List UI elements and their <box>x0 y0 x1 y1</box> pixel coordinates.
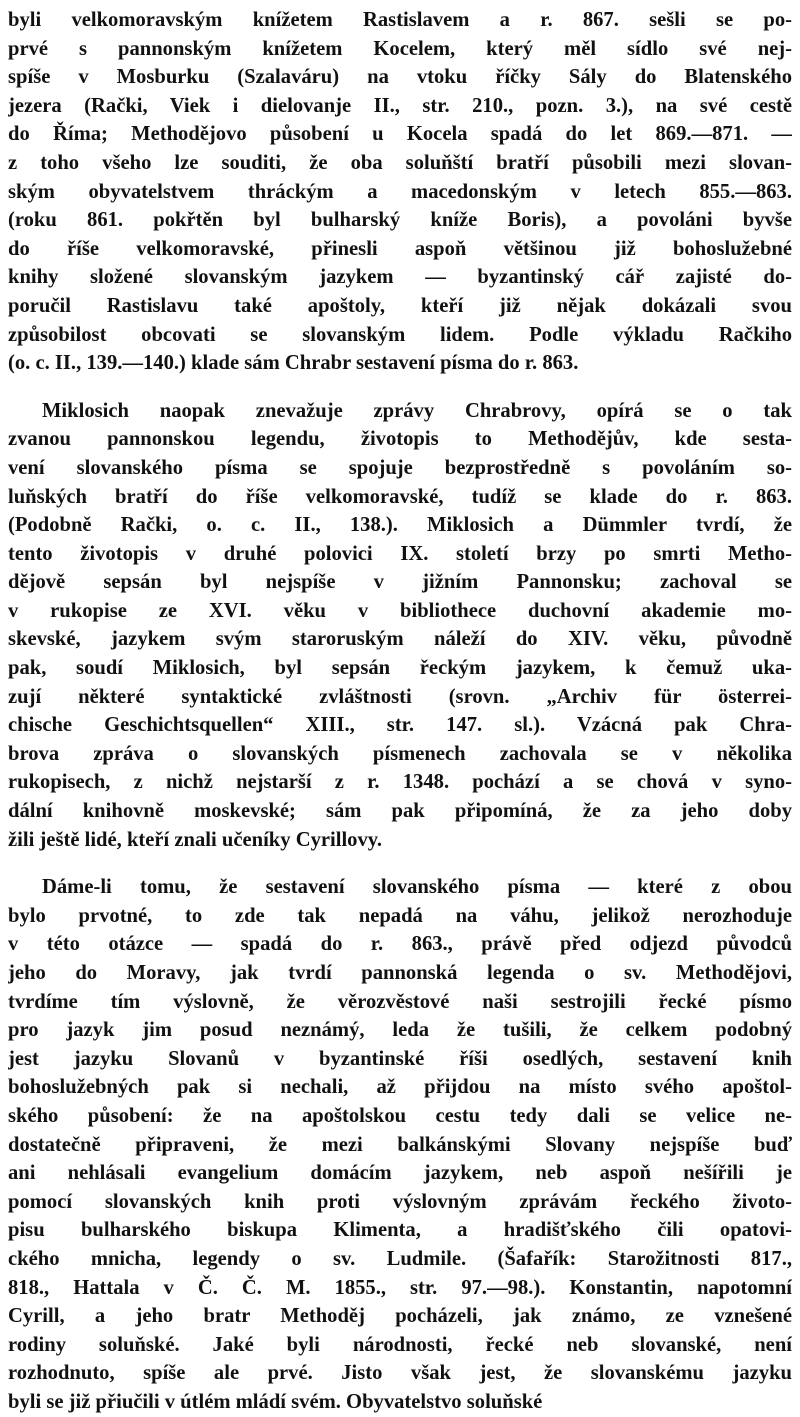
text-line: pak, soudí Miklosich, byl sepsán řeckým jazykem, k čemuž uka- <box>8 657 792 680</box>
text-line: Miklosich naopak znevažuje zprávy Chrabrovy, opírá se o tak <box>42 399 792 422</box>
text-line: jeho do Moravy, jak tvrdí pannonská legenda o sv. Methodějovi, <box>8 962 792 984</box>
paragraph-3 <box>8 873 792 1416</box>
text-line: (o. c. II., 139.—140.) klade sám Chrabr sestavení písma do r. 863. <box>8 352 579 375</box>
text-line: rodiny soluňské. Jaké byli národnosti, řecké neb slovanské, není <box>8 1333 792 1356</box>
text-line: knihy složené slovanským jazykem — byzantinský cář zajisté do- <box>8 266 792 289</box>
text-line: skevské, jazykem svým staroruským náleží do XIV. věku, původně <box>8 628 792 651</box>
text-line: Cyrill, a jeho bratr Methoděj pocházeli, jak známo, ze vznešené <box>8 1305 792 1328</box>
paragraph-2 <box>8 397 792 855</box>
text-line: prvé s pannonským knížetem Kocelem, který měl sídlo své nej- <box>8 37 792 60</box>
text-line: poručil Rastislavu také apoštoly, kteří již nějak dokázali svou <box>8 294 792 317</box>
text-line: 818., Hattala v Č. Č. M. 1855., str. 97.—98.). Konstantin, napotomní <box>8 1276 792 1299</box>
text-line: ským obyvatelstvem thráckým a macedonským v letech 855.—863. <box>8 180 792 203</box>
text-line: do říše velkomoravské, přinesli aspoň většinou již bohoslužebné <box>8 237 792 260</box>
text-line: (Podobně Rački, o. c. II., 138.). Miklosich a Dümmler tvrdí, že <box>8 514 792 537</box>
text-line: bohoslužebných pak si nechali, až přijdou na místo svého apoštol- <box>8 1076 792 1099</box>
text-line: dostatečně připraveni, že mezi balkánskými Slovany nejspíše buď <box>8 1133 792 1156</box>
text-line: pro jazyk jim posud neznámý, leda že tušili, že celkem podobný <box>8 1019 792 1042</box>
text-line: rukopisech, z nichž nejstarší z r. 1348. pochází a se chová v syno- <box>8 771 792 794</box>
text-line: v této otázce — spadá do r. 863., právě před odjezd původců <box>8 933 792 956</box>
text-line: ckého mnicha, legendy o sv. Ludmile. (Šafařík: Starožitnosti 817., <box>8 1247 792 1270</box>
text-line: pisu bulharského biskupa Klimenta, a hradišťského čili opatovi- <box>8 1219 792 1242</box>
text-line: žili ještě lidé, kteří znali učeníky Cyrillovy. <box>8 828 383 851</box>
text-line: v rukopise ze XVI. věku v bibliothece duchovní akademie mo- <box>8 599 792 622</box>
text-line: vení slovanského písma se spojuje bezprostředně s povoláním so- <box>8 456 792 479</box>
text-line: dějově sepsán byl nejspíše v jižním Pannonsku; zachoval se <box>8 571 792 594</box>
text-line: (roku 861. pokřtěn byl bulharský kníže Boris), a povoláni byvše <box>8 209 792 232</box>
text-line: tento životopis v druhé polovici IX. století brzy po smrti Metho- <box>8 542 792 565</box>
text-line: bylo prvotné, to zde tak nepadá na váhu, jelikož nerozhoduje <box>8 904 792 927</box>
text-line: Dáme-li tomu, že sestavení slovanského písma — které z obou <box>42 876 792 899</box>
text-line: jest jazyku Slovanů v byzantinské říši osedlých, sestavení knih <box>8 1047 792 1070</box>
text-line: jezera (Rački, Viek i dielovanje II., str. 210., pozn. 3.), na své cestě <box>8 94 792 117</box>
text-line: ani nehlásali evangelium domácím jazykem, neb aspoň nešířili je <box>8 1162 792 1185</box>
text-line: byli se již přiučili v útlém mládí svém. Obyvatelstvo soluňské <box>8 1390 543 1413</box>
text-line: ského působení: že na apoštolskou cestu tedy dali se velice ne- <box>8 1104 792 1127</box>
text-line: pomocí slovanských knih proti výslovným zprávám řeckého životo- <box>8 1190 792 1213</box>
text-line: do Říma; Methodějovo působení u Kocela spadá do let 869.—871. — <box>8 123 792 146</box>
document-page <box>8 6 792 1417</box>
text-line: luňských bratří do říše velkomoravské, tudíž se klade do r. 863. <box>8 485 792 508</box>
text-line: zvanou pannonskou legendu, životopis to Methodějův, kde sesta- <box>8 428 792 451</box>
text-line: z toho všeho lze souditi, že oba soluňští bratří působili mezi slovan- <box>8 151 792 174</box>
text-line: chische Geschichtsquellen“ XIII., str. 147. sl.). Vzácná pak Chra- <box>8 714 792 737</box>
text-line: rozhodnuto, spíše ale prvé. Jisto však jest, že slovanskému jazyku <box>8 1362 792 1385</box>
text-line: spíše v Mosburku (Szalaváru) na vtoku říčky Sály do Blatenského <box>8 66 792 89</box>
text-line: zují některé syntaktické zvláštnosti (srovn. „Archiv für österrei- <box>8 685 792 708</box>
text-line: způsobilost obcovati se slovanským lidem. Podle výkladu Račkiho <box>8 323 792 346</box>
text-line: byli velkomoravským knížetem Rastislavem a r. 867. sešli se po- <box>8 9 792 31</box>
text-line: tvrdíme tím výslovně, že věrozvěstové naši sestrojili řecké písmo <box>8 990 792 1013</box>
text-line: brova zpráva o slovanských písmenech zachovala se v několika <box>8 742 792 765</box>
paragraph-1 <box>8 6 792 378</box>
text-line: dální knihovně moskevské; sám pak připomíná, že za jeho doby <box>8 800 792 823</box>
